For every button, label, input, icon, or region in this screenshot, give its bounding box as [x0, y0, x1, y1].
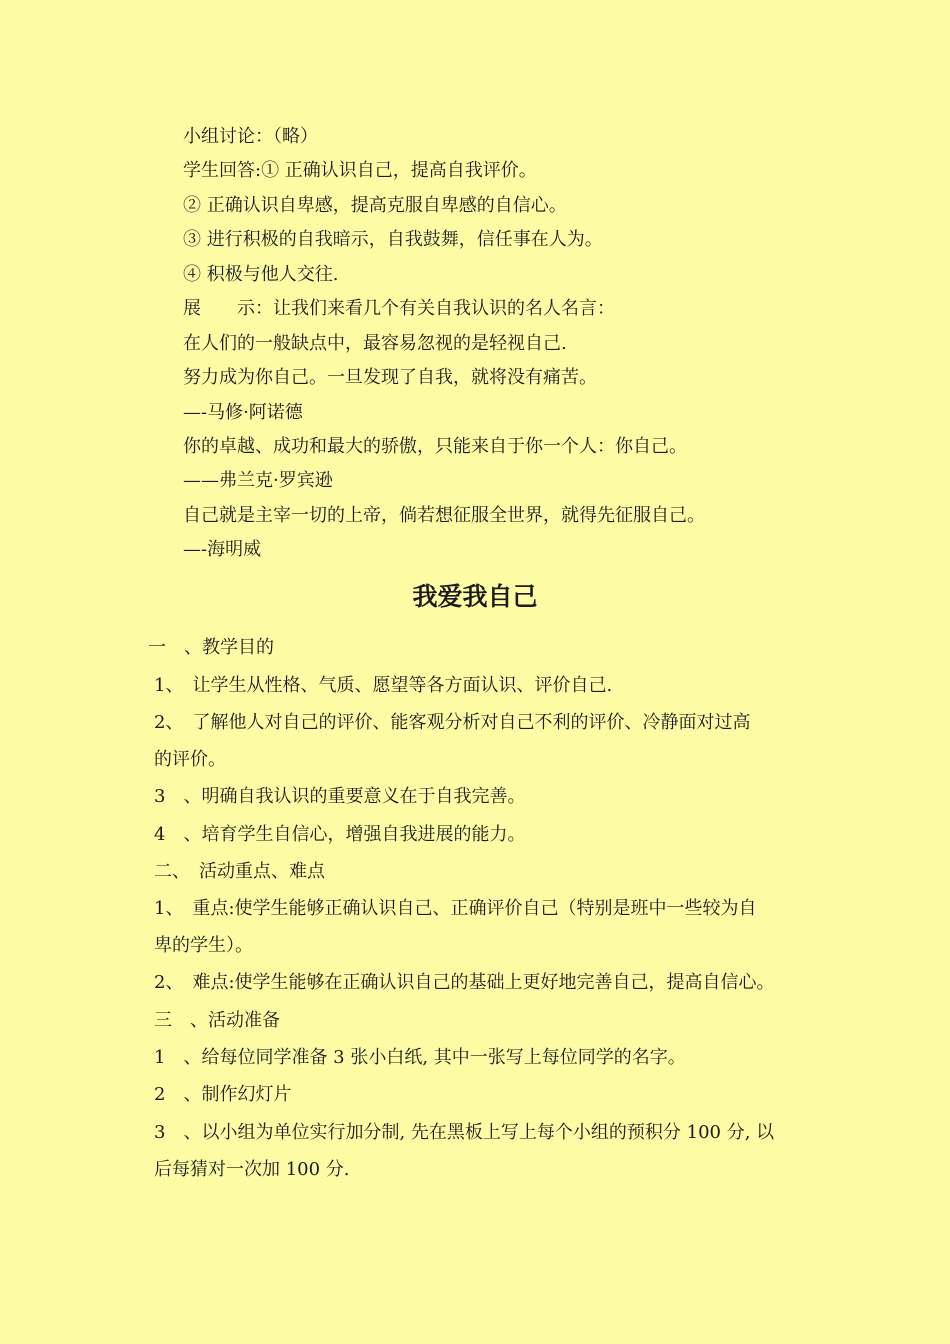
list-item-continuation: 的评价。 [154, 749, 226, 770]
section-heading-2: 二、 活动重点、难点 [154, 861, 325, 882]
answer-item-3: ③ 进行积极的自我暗示，自我鼓舞，信任事在人为。 [183, 229, 603, 250]
display-line: 展 示：让我们来看几个有关自我认识的名人名言： [183, 298, 615, 319]
list-item: 1、 让学生从性格、气质、愿望等各方面认识、评价自己. [154, 675, 613, 696]
answer-line: 学生回答:① 正确认识自己，提高自我评价。 [183, 160, 537, 181]
list-item: 2、 难点:使学生能够在正确认识自己的基础上更好地完善自己，提高自信心。 [154, 972, 775, 993]
list-item: 3 、以小组为单位实行加分制, 先在黑板上写上每个小组的预积分 100 分, 以 [154, 1122, 775, 1143]
page-title: 我爱我自己 [412, 582, 538, 611]
list-item: 1、 重点:使学生能够正确认识自己、正确评价自己（特别是班中一些较为自 [154, 898, 757, 919]
quote-3-author: ——弗兰克·罗宾逊 [183, 470, 333, 491]
quote-4-author: —-海明威 [183, 539, 262, 560]
answer-item-4: ④ 积极与他人交往. [183, 264, 339, 285]
answer-item-2: ② 正确认识自卑感，提高克服自卑感的自信心。 [183, 195, 567, 216]
list-item: 1 、给每位同学准备 3 张小白纸, 其中一张写上每位同学的名字。 [154, 1047, 686, 1068]
section-heading-3: 三 、活动准备 [154, 1010, 280, 1031]
list-item-continuation: 后每猜对一次加 100 分. [154, 1159, 350, 1180]
quote-2: 努力成为你自己。一旦发现了自我，就将没有痛苦。 [183, 367, 597, 388]
quote-4: 自己就是主宰一切的上帝，倘若想征服全世界，就得先征服自己。 [183, 505, 705, 526]
list-item: 2 、制作幻灯片 [154, 1084, 292, 1105]
list-item-continuation: 卑的学生）。 [154, 935, 253, 956]
section-heading-1: 一 、教学目的 [148, 637, 274, 658]
discussion-line: 小组讨论：（略） [183, 126, 318, 147]
quote-2-author: —-马修·阿诺德 [183, 402, 303, 423]
quote-3: 你的卓越、成功和最大的骄傲，只能来自于你一个人：你自己。 [183, 436, 687, 457]
list-item: 2、 了解他人对自己的评价、能客观分析对自己不利的评价、冷静面对过高 [154, 712, 751, 733]
quote-1: 在人们的一般缺点中，最容易忽视的是轻视自己. [183, 333, 567, 354]
list-item: 4 、培育学生自信心，增强自我进展的能力。 [154, 824, 526, 845]
list-item: 3 、明确自我认识的重要意义在于自我完善。 [154, 786, 526, 807]
